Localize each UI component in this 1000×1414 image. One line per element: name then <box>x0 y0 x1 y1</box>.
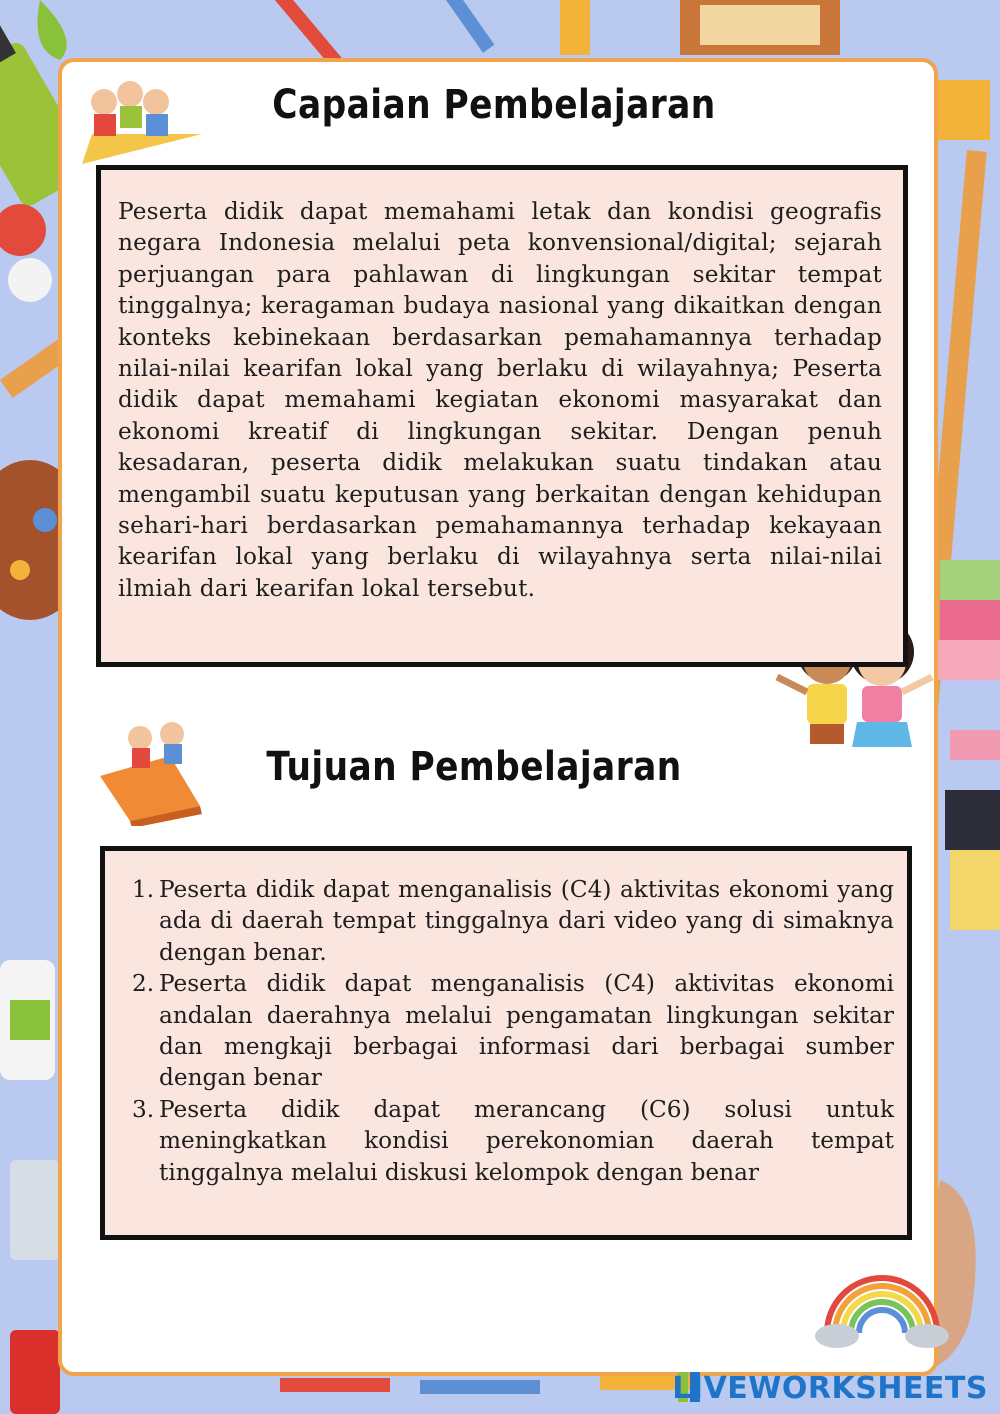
color-swatch-icon <box>935 560 1000 930</box>
list-item-text: Peserta didik dapat menganalisis (C4) aktivitas ekonomi yang ada di daerah tempat tinggalnya dari video yang di simaknya dengan benar. <box>159 876 894 966</box>
pencil-icon <box>280 1376 690 1394</box>
list-item <box>132 1094 894 1188</box>
paint-splash-icon <box>38 0 67 60</box>
liveworksheets-brand[interactable]: LIVEWORKSHEETS <box>672 1371 988 1406</box>
list-item <box>132 968 894 1094</box>
paint-bottle-icon <box>0 960 55 1080</box>
list-item-text: Peserta didik dapat menganalisis (C4) aktivitas ekonomi andalan daerahnya melalui pengamatan lingkungan sekitar dan mengkaji berbagai informasi dari berbagai sumber dengan benar <box>159 970 894 1092</box>
list-item-number: 2. <box>132 970 155 998</box>
tujuan-title: Tujuan Pembelajaran <box>266 744 682 790</box>
list-item-text: Peserta didik dapat merancang (C6) solusi untuk meningkatkan kondisi perekonomian daerah tempat tinggalnya melalui diskusi kelompok dengan benar <box>159 1095 894 1186</box>
rainbow-illustration <box>812 1238 952 1358</box>
list-item-number: 3. <box>132 1095 155 1123</box>
paint-box-icon <box>680 0 840 55</box>
tujuan-list <box>132 874 894 1188</box>
capaian-title: Capaian Pembelajaran <box>272 82 716 128</box>
jar-icon <box>10 1160 60 1414</box>
capaian-text: Peserta didik dapat memahami letak dan kondisi geografis negara Indonesia melalui peta konvensional/digital; sejarah perjuangan para pahlawan di lingkungan sekitar tempat tinggalnya; keragaman budaya nasional yang dikaitkan dengan konteks kebinekaan berdasarkan pemahamannya terhadap nilai-nilai kearifan lokal yang berlaku di wilayahnya; Peserta didik dapat memahami kegiatan ekonomi masyarakat dan ekonomi kreatif di lingkungan sekitar. Dengan penuh kesadaran, peserta didik melakukan suatu tindakan atau mengambil suatu keputusan yang berkaitan dengan kehidupan sehari-hari berdasarkan pemahamannya terhadap kekayaan kearifan lokal yang berlaku di wilayahnya serta nilai-nilai ilmiah dari kearifan lokal tersebut. <box>118 198 882 602</box>
list-item <box>132 874 894 968</box>
list-item-number: 1. <box>132 876 155 903</box>
